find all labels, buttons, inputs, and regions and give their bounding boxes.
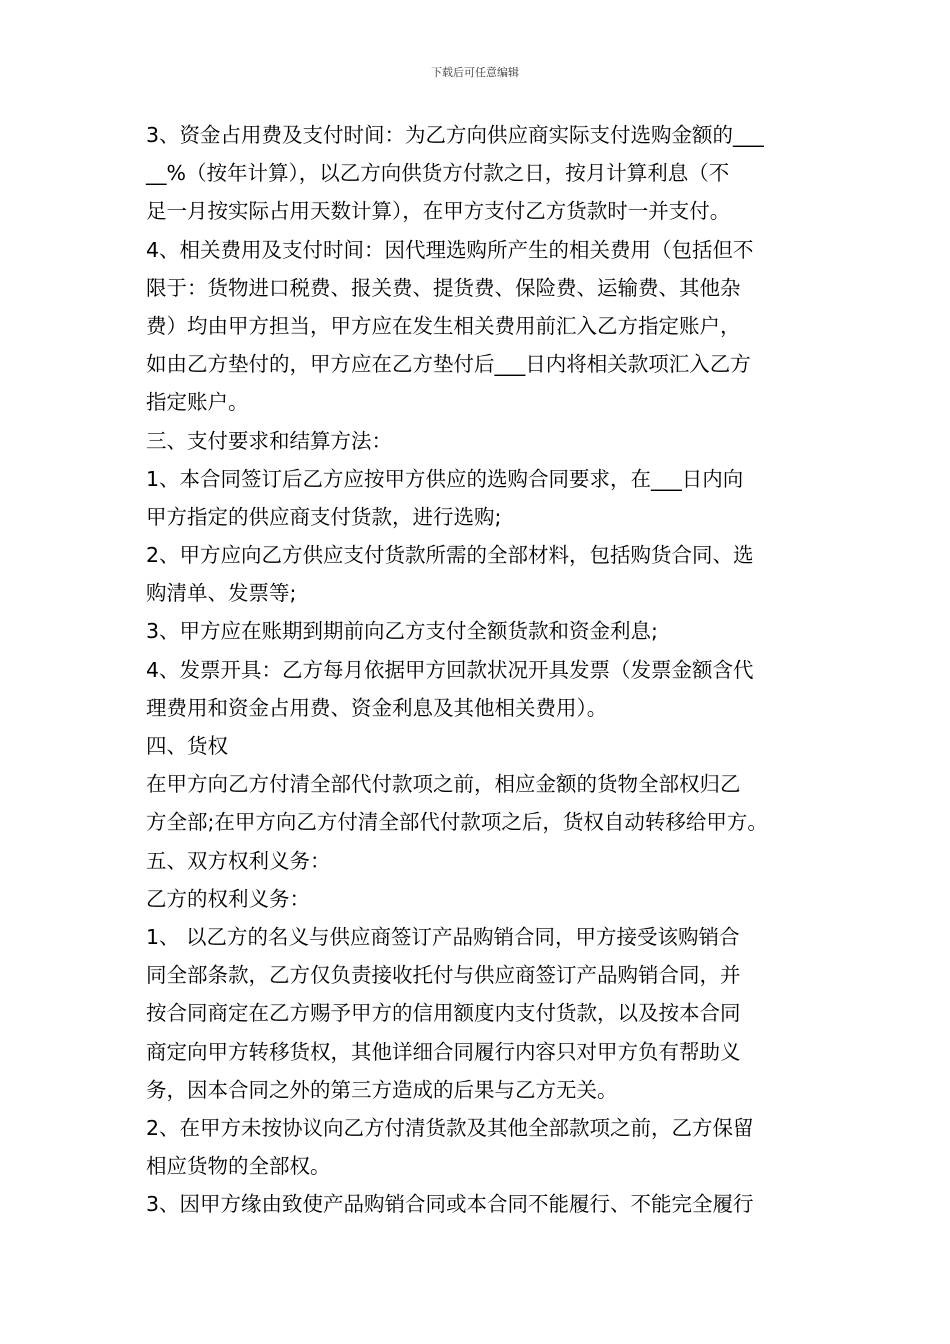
section-heading: 五、双方权利义务：	[146, 848, 331, 873]
text-line: 3、资金占用费及支付时间：为乙方向供应商实际支付选购金额的___	[146, 123, 764, 147]
text-line: 同全部条款，乙方仅负责接收托付与供应商签订产品购销合同，并	[146, 963, 741, 988]
text-line: 费）均由甲方担当，甲方应在发生相关费用前汇入乙方指定账户，	[146, 313, 741, 338]
document-body	[146, 116, 816, 1223]
text-line: __%（按年计算），以乙方向供货方付款之日，按月计算利息（不	[146, 161, 730, 186]
text-line: 在甲方向乙方付清全部代付款项之前，相应金额的货物全部权归乙	[146, 772, 741, 797]
text-line: 按合同商定在乙方赐予甲方的信用额度内支付货款，以及按本合同	[146, 1001, 741, 1026]
page-header: 下载后可任意编辑	[431, 66, 519, 79]
text-line: 2、甲方应向乙方供应支付货款所需的全部材料，包括购货合同、选	[146, 543, 754, 568]
text-line: 务，因本合同之外的第三方造成的后果与乙方无关。	[146, 1077, 618, 1102]
text-line: 限于：货物进口税费、报关费、提货费、保险费、运输费、其他杂	[146, 275, 741, 300]
text-line: 3、因甲方缘由致使产品购销合同或本合同不能履行、不能完全履行	[146, 1192, 754, 1217]
text-line: 2、在甲方未按协议向乙方付清货款及其他全部款项之前，乙方保留	[146, 1115, 754, 1140]
text-line: 购清单、发票等;	[146, 581, 297, 606]
section-heading: 四、货权	[146, 734, 228, 758]
text-line: 指定账户。	[146, 390, 249, 415]
text-line: 方全部;在甲方向乙方付清全部代付款项之后，货权自动转移给甲方。	[146, 810, 768, 835]
text-line: 足一月按实际占用天数计算），在甲方支付乙方货款时一并支付。	[146, 199, 731, 224]
text-line: 1、 以乙方的名义与供应商签订产品购销合同，甲方接受该购销合	[146, 924, 740, 949]
text-line: 理费用和资金占用费、资金利息及其他相关费用）。	[146, 695, 608, 720]
text-line: 3、甲方应在账期到期前向乙方支付全额货款和资金利息;	[146, 619, 658, 644]
text-line: 相应货物的全部权。	[146, 1154, 331, 1179]
section-heading: 三、支付要求和结算方法：	[146, 428, 392, 453]
text-line: 4、发票开具：乙方每月依据甲方回款状况开具发票（发票金额含代	[146, 657, 754, 682]
text-line: 如由乙方垫付的，甲方应在乙方垫付后___日内将相关款项汇入乙方	[146, 352, 751, 377]
text-line: 4、相关费用及支付时间：因代理选购所产生的相关费用（包括但不	[146, 237, 754, 262]
text-line: 商定向甲方转移货权，其他详细合同履行内容只对甲方负有帮助义	[146, 1039, 741, 1064]
text-line: 1、本合同签订后乙方应按甲方供应的选购合同要求，在___日内向	[146, 466, 744, 491]
text-line: 甲方指定的供应商支付货款，进行选购;	[146, 504, 502, 529]
subsection-heading: 乙方的权利义务：	[146, 886, 310, 911]
